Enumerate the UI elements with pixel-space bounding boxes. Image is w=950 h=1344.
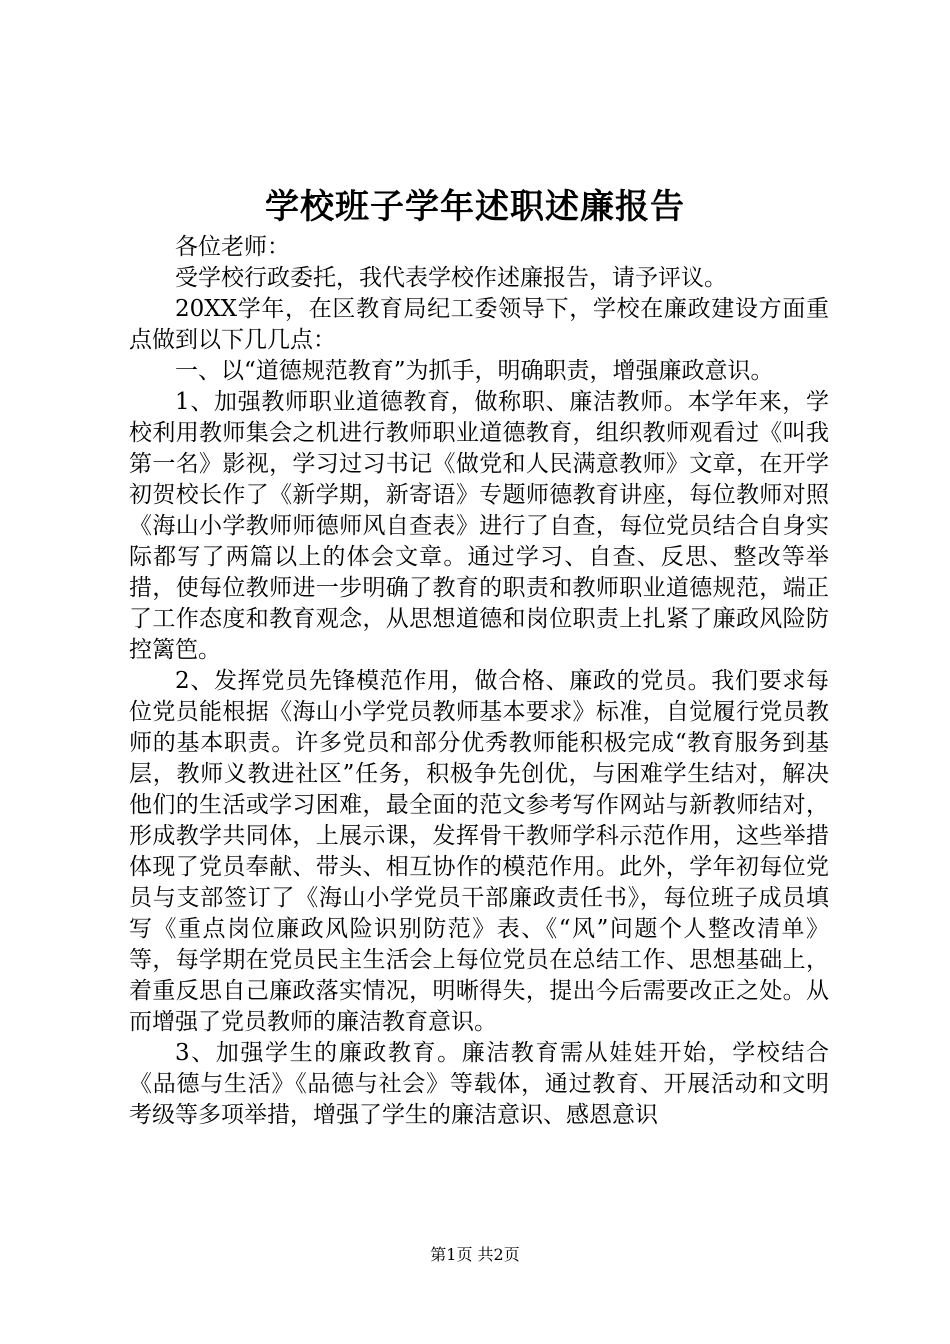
document-title: 学校班子学年述职述廉报告 (265, 187, 685, 227)
item-paragraph-3: 3、加强学生的廉政教育。廉洁教育需从娃娃开始，学校结合《品德与生活》《品德与社会》等载体，通过教育、开展活动和文明考级等多项举措，增强了学生的廉洁意识、感恩意识 (129, 1040, 829, 1128)
overview-paragraph: 20XX学年，在区教育局纪工委领导下，学校在廉政建设方面重点做到以下几几点： (129, 296, 829, 353)
item-paragraph-1: 1、加强教师职业道德教育，做称职、廉洁教师。本学年来，学校利用教师集会之机进行教师职业道德教育，组织教师观看过《叫我第一名》影视，学习过习书记《做党和人民满意教师》文章，在开学初贺校长作了《新学期，新寄语》专题师德教育讲座，每位教师对照《海山小学教师师德师风自查表》进行了自查，每位党员结合自身实际都写了两篇以上的体会文章。通过学习、自查、反思、整改等举措，使每位教师进一步明确了教育的职责和教师职业道德规范，端正了工作态度和教育观念，从思想道德和岗位职责上扎紧了廉政风险防控篱笆。 (129, 389, 829, 663)
page-number-footer: 第1页 共2页 (430, 1245, 520, 1264)
intro-paragraph: 受学校行政委托，我代表学校作述廉报告，请予评议。 (175, 265, 727, 291)
item-paragraph-2: 2、发挥党员先锋模范作用，做合格、廉政的党员。我们要求每位党员能根据《海山小学党员教师基本要求》标准，自觉履行党员教师的基本职责。许多党员和部分优秀教师能积极完成“教育服务到基层，教师义教进社区”任务，积极争先创优，与困难学生结对，解决他们的生活或学习困难，最全面的范文参考写作网站与新教师结对，形成教学共同体，上展示课，发挥骨干教师学科示范作用，这些举措体现了党员奉献、带头、相互协作的模范作用。此外，学年初每位党员与支部签订了《海山小学党员干部廉政责任书》，每位班子成员填写《重点岗位廉政风险识别防范》表、《“风”问题个人整改清单》等，每学期在党员民主生活会上每位党员在总结工作、思想基础上，着重反思自己廉政落实情况，明晰得失，提出今后需要改正之处。从而增强了党员教师的廉洁教育意识。 (129, 668, 829, 1035)
section-heading-1: 一、以“道德规范教育”为抓手，明确职责，增强廉政意识。 (175, 358, 774, 384)
salutation: 各位老师： (175, 234, 290, 260)
document-body (129, 232, 829, 1131)
